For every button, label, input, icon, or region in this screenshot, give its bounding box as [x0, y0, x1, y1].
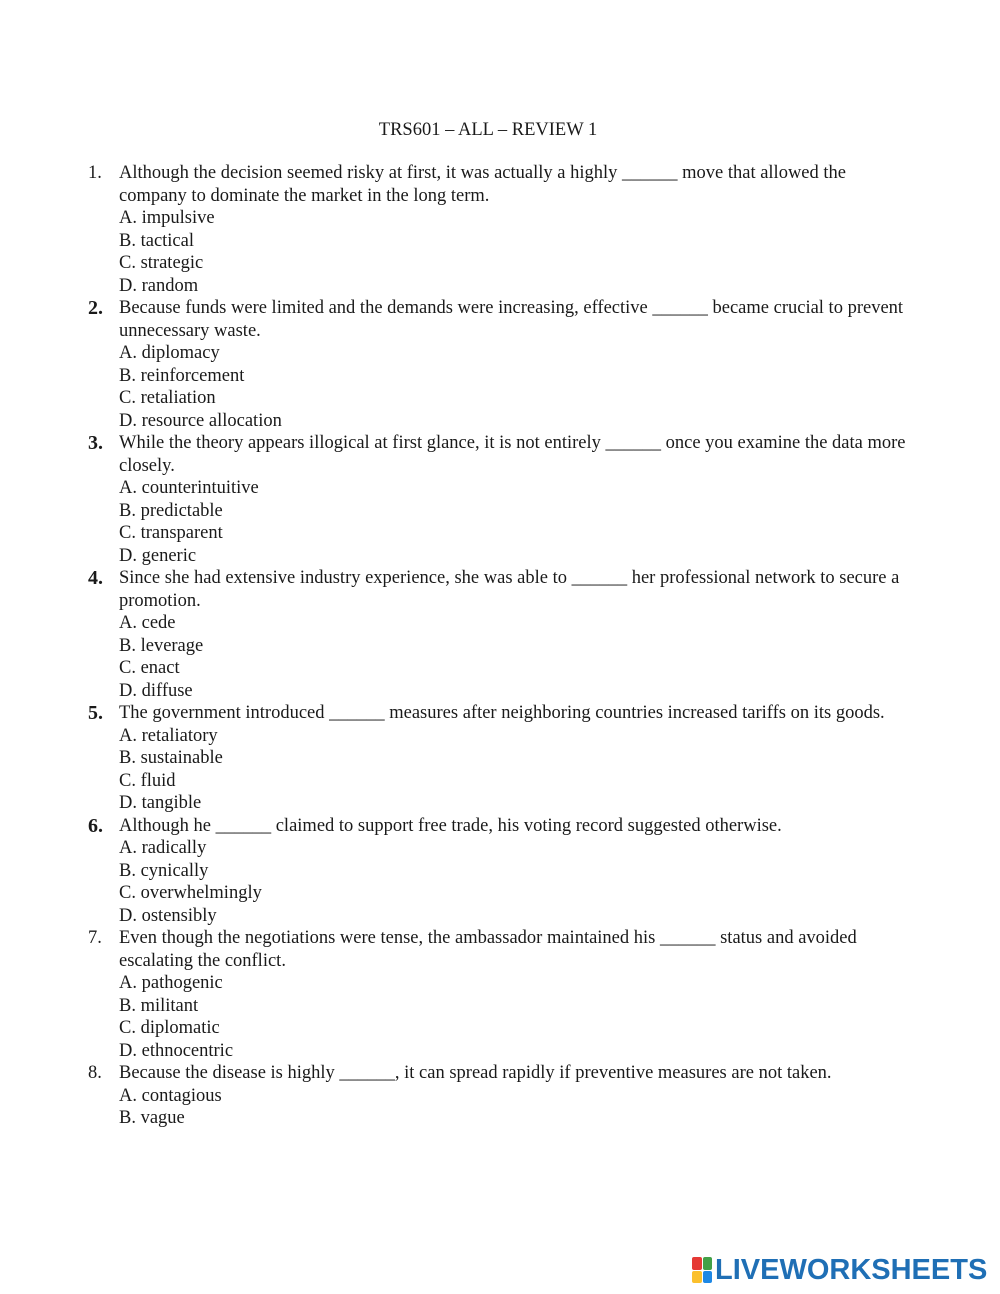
liveworksheets-logo-icon — [692, 1257, 712, 1283]
question-6 — [88, 815, 918, 928]
liveworksheets-logo — [692, 1254, 987, 1286]
question-3 — [88, 432, 918, 567]
question-4 — [88, 567, 918, 702]
option-a: A. diplomacy — [119, 343, 220, 363]
question-text: Because funds were limited and the demands were increasing, effective ______ became crucial to prevent unnecessary waste. — [119, 298, 904, 341]
question-2 — [88, 297, 918, 432]
logo-square — [692, 1257, 702, 1270]
option-a: A. pathogenic — [119, 973, 223, 993]
option-d: D. ethnocentric — [119, 1040, 234, 1061]
option-d: D. tangible — [119, 793, 202, 813]
logo-square — [703, 1257, 713, 1270]
question-text: Even though the negotiations were tense, the ambassador maintained his ______ status and avoided escalating the conflict. — [119, 928, 857, 971]
option-c: C. diplomatic — [119, 1018, 220, 1038]
logo-text: LIVEWORKSHEETS — [715, 1254, 988, 1286]
question-number: 1. — [88, 163, 102, 183]
option-a: A. radically — [119, 838, 207, 858]
option-a: A. cede — [119, 613, 176, 633]
option-b: B. reinforcement — [119, 365, 245, 386]
option-c: C. overwhelmingly — [119, 883, 262, 903]
logo-square — [703, 1271, 713, 1284]
option-d: D. random — [119, 275, 199, 296]
question-text: The government introduced ______ measures after neighboring countries increased tariffs on its goods. — [119, 703, 885, 723]
option-d: D. generic — [119, 545, 197, 566]
option-b: B. tactical — [119, 230, 194, 251]
question-text: While the theory appears illogical at first glance, it is not entirely ______ once you examine the data more closely. — [119, 433, 906, 476]
option-d: D. ostensibly — [119, 905, 217, 926]
question-1 — [88, 162, 918, 297]
question-text: Although the decision seemed risky at first, it was actually a highly ______ move that allowed the company to dominate the market in the long term. — [119, 163, 846, 206]
option-c: C. fluid — [119, 770, 176, 791]
option-d: D. resource allocation — [119, 410, 282, 431]
logo-square — [692, 1271, 702, 1284]
question-text: Because the disease is highly ______, it can spread rapidly if preventive measures are not taken. — [119, 1063, 832, 1083]
question-number: 6. — [88, 814, 103, 837]
option-b: B. cynically — [119, 860, 209, 881]
question-list — [88, 162, 918, 1130]
question-number: 3. — [88, 432, 103, 454]
option-b: B. predictable — [119, 500, 223, 521]
question-text: Since she had extensive industry experience, she was able to ______ her professional network to secure a promotion. — [119, 568, 900, 611]
option-a: A. counterintuitive — [119, 478, 259, 498]
worksheet-title: TRS601 – ALL – REVIEW 1 — [378, 120, 598, 140]
option-c: C. strategic — [119, 253, 204, 273]
question-5 — [88, 702, 918, 815]
question-7 — [88, 927, 918, 1062]
option-b: B. sustainable — [119, 748, 223, 768]
option-c: C. retaliation — [119, 388, 216, 408]
option-b: B. vague — [119, 1108, 185, 1128]
option-a: A. impulsive — [119, 208, 215, 228]
option-a: A. retaliatory — [119, 725, 218, 746]
question-number: 4. — [88, 567, 103, 589]
option-c: C. transparent — [119, 523, 223, 543]
option-a: A. contagious — [119, 1085, 222, 1106]
question-number: 7. — [88, 928, 102, 948]
question-text: Although he ______ claimed to support free trade, his voting record suggested otherwise. — [119, 815, 782, 836]
question-8 — [88, 1062, 918, 1130]
question-number: 2. — [88, 297, 103, 319]
option-d: D. diffuse — [119, 680, 193, 701]
option-b: B. leverage — [119, 635, 204, 656]
option-b: B. militant — [119, 995, 199, 1016]
option-c: C. enact — [119, 658, 180, 678]
question-number: 5. — [88, 702, 103, 724]
question-number: 8. — [88, 1063, 102, 1083]
